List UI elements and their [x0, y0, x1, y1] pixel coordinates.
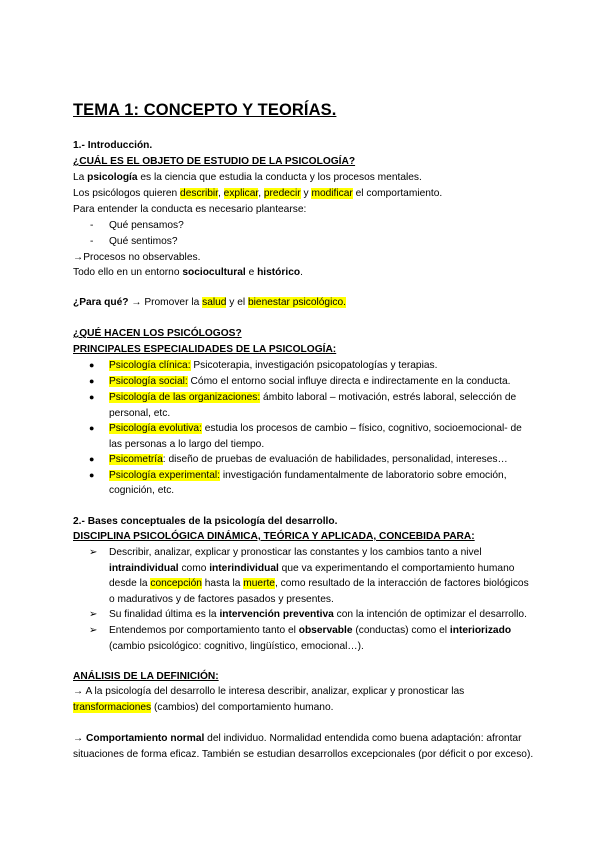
- subheading-especialidades: PRINCIPALES ESPECIALIDADES DE LA PSICOLOGÍA:: [73, 344, 337, 355]
- highlight-bienestar: bienestar psicológico.: [247, 297, 346, 308]
- text: (conductas) como el: [352, 625, 450, 636]
- keyword-observable: observable: [298, 625, 353, 636]
- list-item-continuation: cognición, etc.: [109, 485, 175, 496]
- highlight-transformaciones: transformaciones: [73, 702, 152, 713]
- arrow-item-continuation: o madurativos y de factores pasados y presentes.: [109, 594, 334, 605]
- para-que-label: ¿Para qué?: [73, 297, 129, 308]
- paragraph-normal-cont: situaciones de forma eficaz. También se estudian desarrollos excepcionales (por déficit o por exceso).: [73, 749, 534, 760]
- text: con la intención de optimizar el desarrollo.: [333, 609, 527, 620]
- item-text: estudia los procesos de cambio – físico, cognitivo, socioemocional- de: [201, 423, 522, 434]
- paragraph-plantearse: Para entender la conducta es necesario plantearse:: [73, 204, 307, 215]
- list-item-text: Qué sentimos?: [109, 236, 178, 247]
- subheading-analisis: ANÁLISIS DE LA DEFINICIÓN:: [73, 671, 219, 682]
- highlight-explicar: explicar: [223, 188, 259, 199]
- list-item-continuation: las personas a lo largo del tiempo.: [109, 439, 265, 450]
- highlight-describir: describir: [180, 188, 218, 199]
- list-item-text: Qué pensamos?: [109, 220, 184, 231]
- paragraph-goals: [73, 187, 442, 200]
- text: Los psicólogos quieren: [73, 188, 181, 199]
- text: del individuo. Normalidad entendida como buena adaptación: afrontar: [204, 733, 522, 744]
- paragraph-definition: [73, 171, 422, 184]
- keyword-psicologia: psicología: [87, 172, 138, 183]
- bullet-marker: ●: [89, 454, 95, 464]
- arrow-item-continuation: [109, 577, 529, 590]
- text: e: [245, 267, 258, 278]
- keyword-comportamiento-normal: Comportamiento normal: [86, 733, 205, 744]
- question-heading-objeto: ¿CUÁL ES EL OBJETO DE ESTUDIO DE LA PSICOLOGÍA?: [73, 156, 356, 167]
- paragraph-no-observables: →Procesos no observables.: [73, 252, 201, 263]
- text: → Promover la: [128, 297, 203, 308]
- text: Su finalidad última es la: [109, 609, 220, 620]
- highlight-predecir: predecir: [263, 188, 301, 199]
- text: y: [300, 188, 312, 199]
- keyword-interiorizado: interiorizado: [449, 625, 512, 636]
- text: que va experimentando el comportamiento humano: [278, 563, 515, 574]
- bullet-marker: ●: [89, 376, 95, 386]
- text: ,: [217, 188, 224, 199]
- text: Entendemos por comportamiento tanto el: [109, 625, 299, 636]
- dash-marker: -: [90, 236, 94, 247]
- section-heading-intro: 1.- Introducción.: [73, 140, 153, 151]
- item-text: : diseño de pruebas de evaluación de habilidades, personalidad, intereses…: [162, 454, 508, 465]
- text: hasta la: [201, 578, 244, 589]
- text: desde la: [109, 578, 151, 589]
- highlight-term: Psicología evolutiva:: [109, 423, 202, 434]
- text: el comportamiento.: [352, 188, 443, 199]
- keyword-sociocultural: sociocultural: [182, 267, 246, 278]
- text: (cambios) del comportamiento humano.: [151, 702, 334, 713]
- paragraph-analisis: → A la psicología del desarrollo le interesa describir, analizar, explicar y pronosticar las: [73, 686, 465, 697]
- arrow-marker-icon: ➢: [89, 609, 98, 620]
- bullet-marker: ●: [89, 392, 95, 402]
- bullet-marker: ●: [89, 423, 95, 433]
- arrow-item-continuation: (cambio psicológico: cognitivo, lingüístico, emocional…).: [109, 641, 364, 652]
- paragraph-normal: [73, 732, 521, 745]
- bullet-marker: ●: [89, 470, 95, 480]
- text: como: [178, 563, 210, 574]
- text: La: [73, 172, 88, 183]
- keyword-historico: histórico: [257, 267, 301, 278]
- text: , como resultado de la interacción de factores biológicos: [274, 578, 529, 589]
- highlight-salud: salud: [202, 297, 227, 308]
- subheading-disciplina: DISCIPLINA PSICOLÓGICA DINÁMICA, TEÓRICA Y APLICADA, CONCEBIDA PARA:: [73, 531, 475, 542]
- keyword-intraindividual: intraindividual: [109, 563, 179, 574]
- paragraph-analisis-cont: [73, 701, 333, 714]
- paragraph-entorno: [73, 266, 303, 279]
- text: es la ciencia que estudia la conducta y los procesos mentales.: [137, 172, 422, 183]
- bullet-marker: ●: [89, 360, 95, 370]
- section-heading-bases: 2.- Bases conceptuales de la psicología del desarrollo.: [73, 516, 338, 527]
- question-heading-psicologos: ¿QUÉ HACEN LOS PSICÓLOGOS?: [73, 328, 242, 339]
- list-item-continuation: personal, etc.: [109, 408, 171, 419]
- highlight-term: Psicometría: [109, 454, 163, 465]
- text: →: [73, 733, 87, 744]
- highlight-term: Psicología de las organizaciones:: [109, 392, 261, 403]
- arrow-item-text: Describir, analizar, explicar y pronosticar las constantes y los cambios tanto a nivel: [109, 547, 482, 558]
- highlight-concepcion: concepción: [150, 578, 202, 589]
- arrow-marker-icon: ➢: [89, 547, 98, 558]
- text: ,: [258, 188, 264, 199]
- item-text: Cómo el entorno social influye directa e indirectamente en la conducta.: [187, 376, 511, 387]
- arrow-item-continuation: [109, 562, 514, 575]
- paragraph-para-que: [73, 296, 346, 309]
- text: .: [300, 267, 303, 278]
- highlight-muerte: muerte: [243, 578, 275, 589]
- keyword-intervencion: intervención preventiva: [219, 609, 334, 620]
- item-text: Psicoterapia, investigación psicopatologías y terapias.: [190, 360, 438, 371]
- text: Todo ello en un entorno: [73, 267, 183, 278]
- item-text: ámbito laboral – motivación, estrés laboral, selección de: [260, 392, 517, 403]
- highlight-term: Psicología experimental:: [109, 470, 220, 481]
- page-title: TEMA 1: CONCEPTO Y TEORÍAS.: [73, 101, 337, 119]
- arrow-marker-icon: ➢: [89, 625, 98, 636]
- text: y el: [226, 297, 248, 308]
- item-text: investigación fundamentalmente de laboratorio sobre emoción,: [220, 470, 507, 481]
- highlight-term: Psicología social:: [109, 376, 188, 387]
- keyword-interindividual: interindividual: [209, 563, 279, 574]
- highlight-term: Psicología clínica:: [109, 360, 191, 371]
- dash-marker: -: [90, 220, 94, 231]
- highlight-modificar: modificar: [311, 188, 353, 199]
